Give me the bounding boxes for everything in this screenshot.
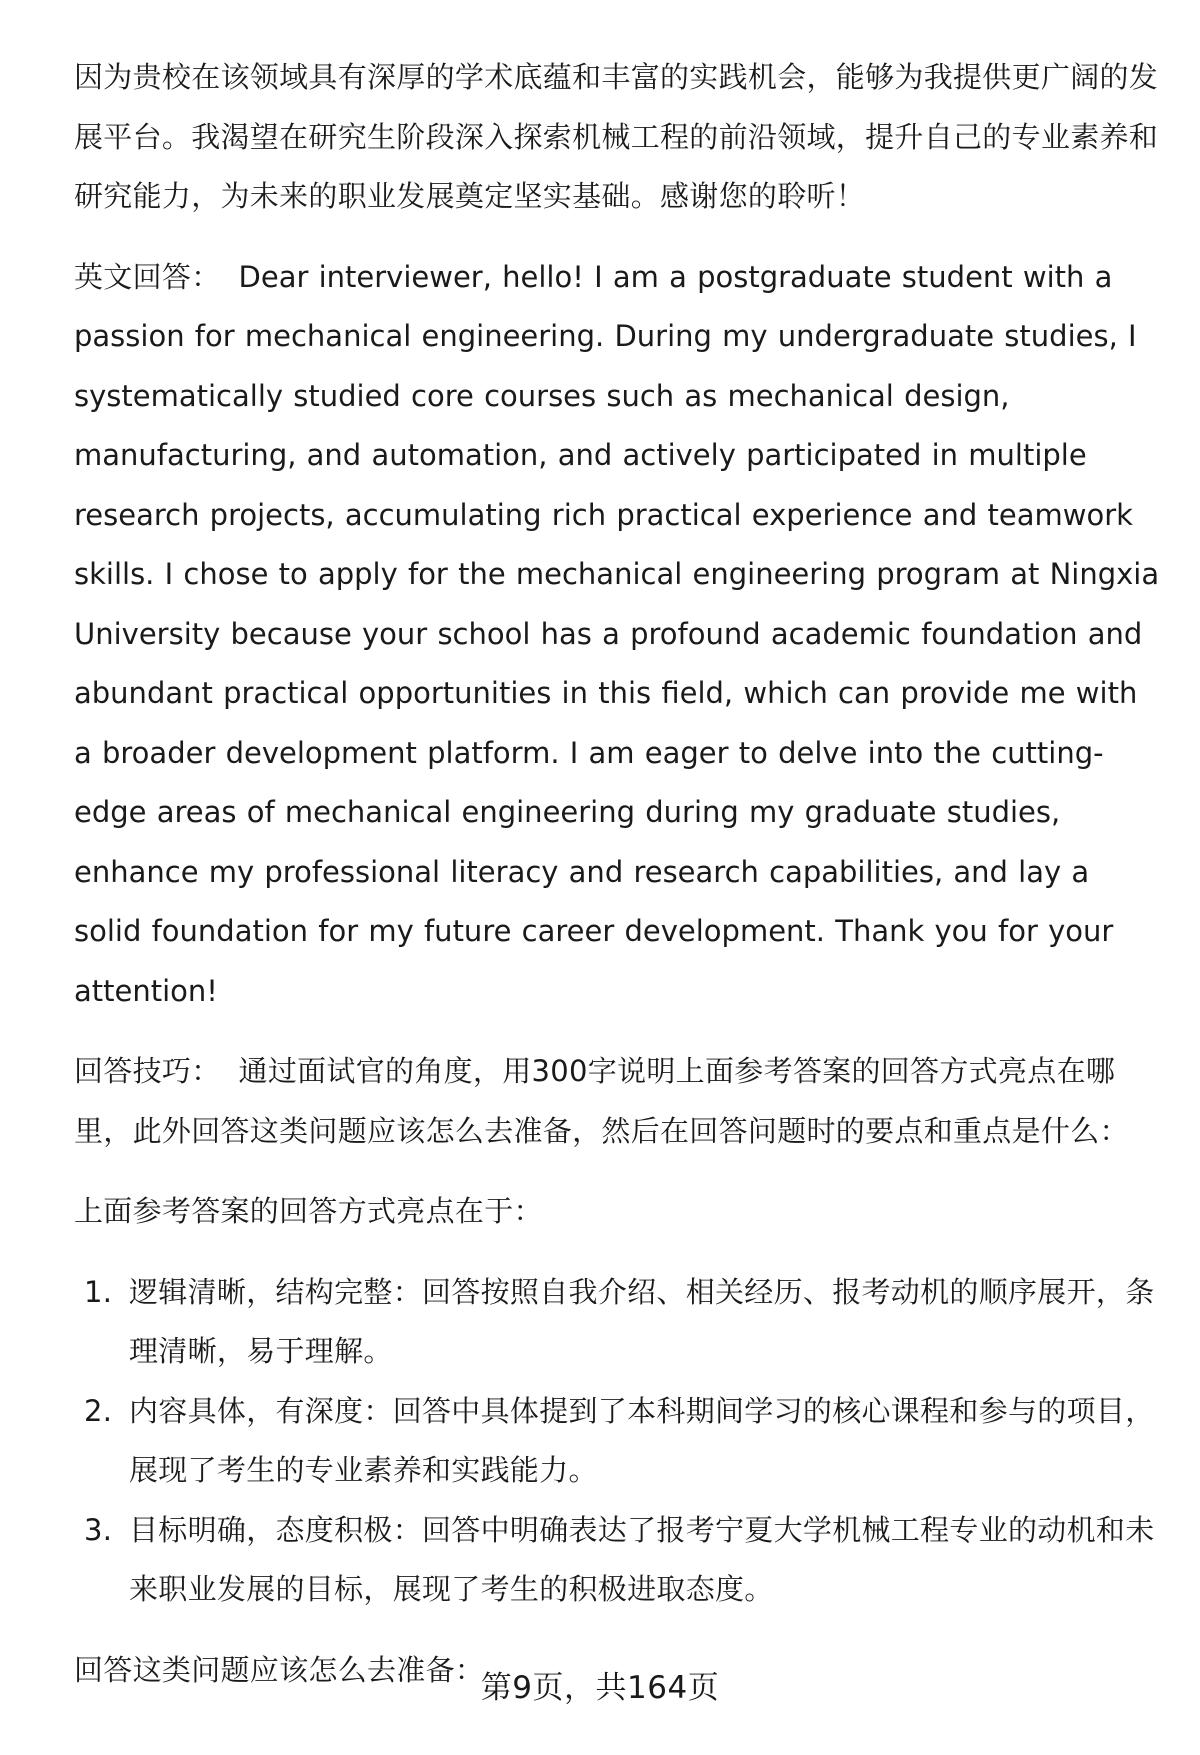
list-item-text: 内容具体，有深度：回答中具体提到了本科期间学习的核心课程和参与的项目，展现了考生的专业素养和实践能力。 — [129, 1393, 1155, 1487]
intro-continuation-paragraph: 因为贵校在该领域具有深厚的学术底蕴和丰富的实践机会，能够为我提供更广阔的发展平台。我渴望在研究生阶段深入探索机械工程的前沿领域，提升自己的专业素养和研究能力，为未来的职业发展奠定坚实基础。感谢您的聆听！ — [74, 60, 1159, 213]
list-item-number: 2. — [84, 1393, 113, 1428]
english-answer-paragraph — [74, 248, 1164, 1022]
english-answer-text: Dear interviewer, hello! I am a postgraduate student with a passion for mechanical engineering. During my undergraduate studies, I systematically studied core courses such as mechanical design, manufacturing, and automation, and actively participated in multiple research projects, accumulating rich practical experience and teamwork skills. I chose to apply for the mechanical engineering program at Ningxia University because your school has a profound academic foundation and abundant practical opportunities in this field, which can provide me with a broader development platform. I am eager to delve into the cutting-edge areas of mechanical engineering during my graduate studies, enhance my professional literacy and research capabilities, and lay a solid foundation for my future career development. Thank you for your attention! — [74, 259, 1160, 1008]
answer-tips-text: 通过面试官的角度，用300字说明上面参考答案的回答方式亮点在哪里，此外回答这类问题应该怎么去准备，然后在回答问题时的要点和重点是什么： — [74, 1054, 1129, 1148]
list-item-text: 逻辑清晰，结构完整：回答按照自我介绍、相关经历、报考动机的顺序展开，条理清晰，易于理解。 — [129, 1274, 1155, 1368]
highlights-list — [74, 1263, 1164, 1620]
list-item-text: 目标明确，态度积极：回答中明确表达了报考宁夏大学机械工程专业的动机和未来职业发展的目标，展现了考生的积极进取态度。 — [129, 1512, 1155, 1606]
prepare-heading: 回答这类问题应该怎么去准备： — [74, 1652, 485, 1687]
list-item — [74, 1501, 1164, 1620]
document-body — [74, 48, 1164, 1700]
highlights-heading: 上面参考答案的回答方式亮点在于： — [74, 1194, 543, 1228]
list-item-number: 1. — [84, 1274, 113, 1309]
list-item — [74, 1263, 1164, 1382]
answer-tips-paragraph — [74, 1042, 1164, 1161]
english-answer-label: 英文回答： — [74, 259, 221, 294]
page-number: 第9页，共164页 — [480, 1670, 720, 1706]
list-item-number: 3. — [84, 1512, 113, 1547]
list-item — [74, 1382, 1164, 1501]
answer-tips-label: 回答技巧： — [74, 1054, 221, 1088]
